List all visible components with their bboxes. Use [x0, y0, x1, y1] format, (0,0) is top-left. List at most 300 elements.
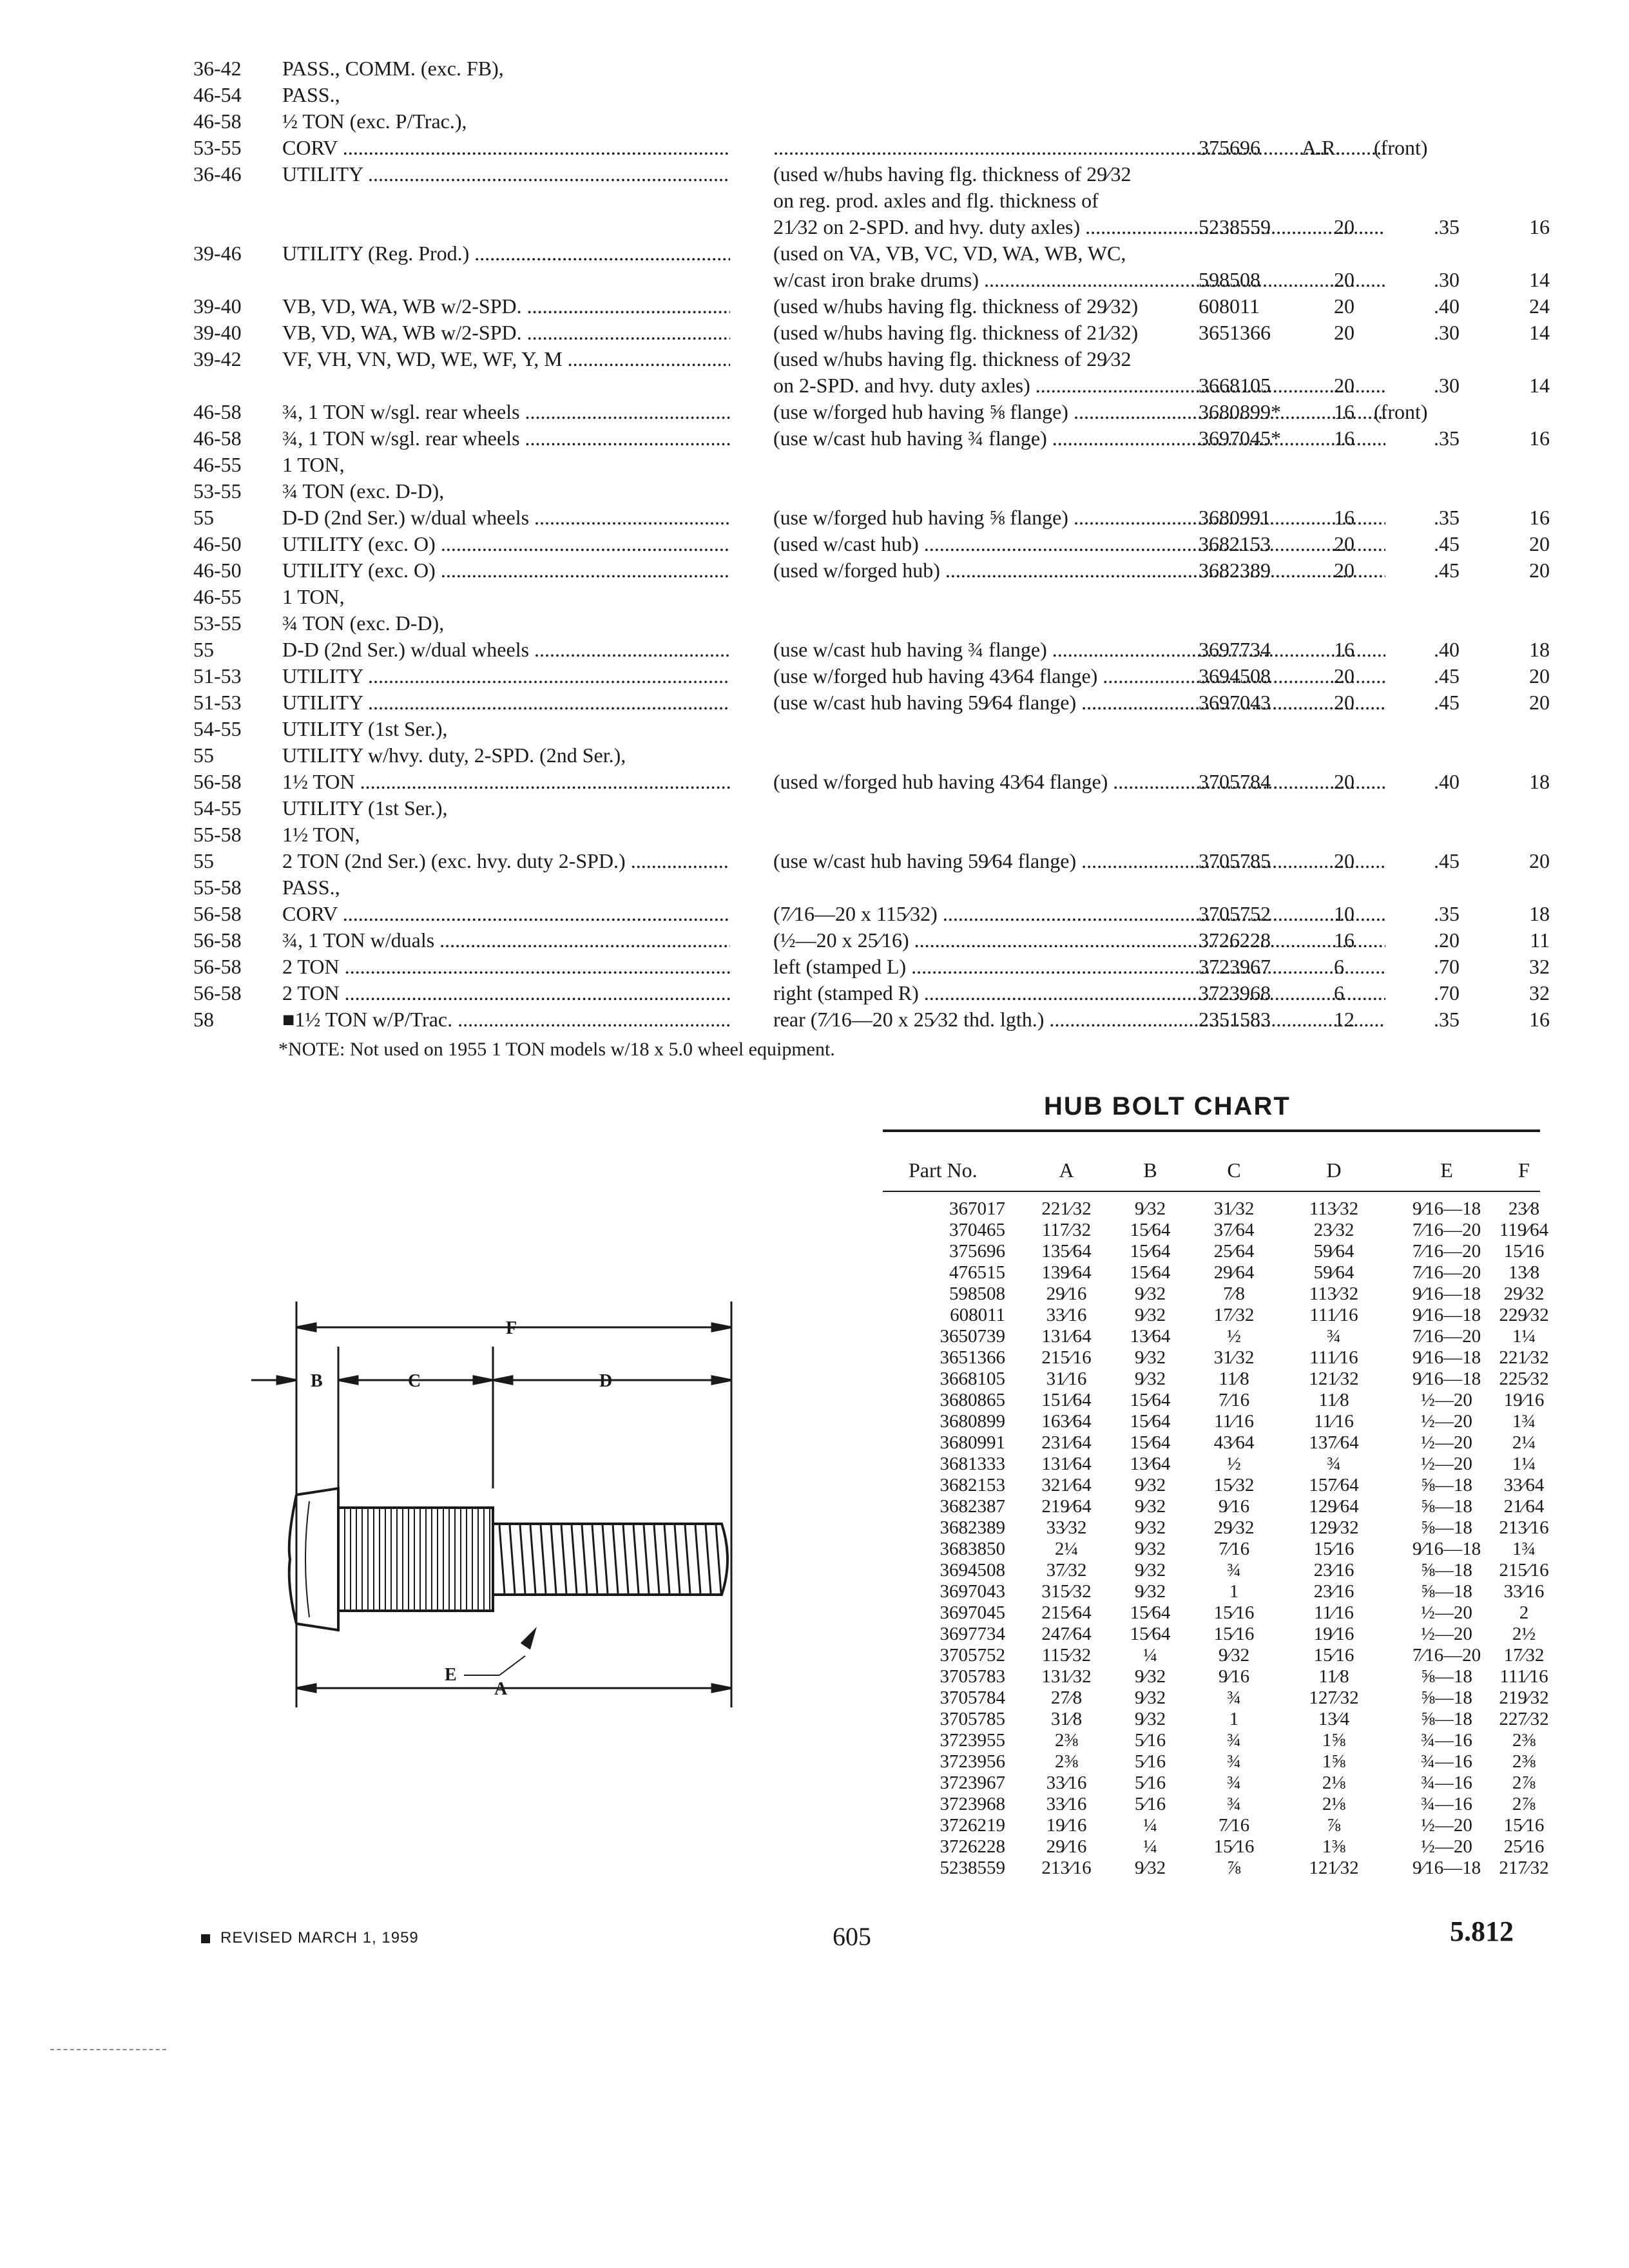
dim-label-e: E [445, 1665, 457, 1685]
cell-b: 13⁄64 [1130, 1454, 1171, 1474]
cell-c: 11⁄16 [1214, 1411, 1254, 1432]
table-row [883, 1624, 1540, 1645]
row-price: .70 [1434, 955, 1460, 978]
row-price: .40 [1434, 770, 1460, 793]
cell-a: 221⁄32 [1041, 1198, 1092, 1219]
cell-d: 11⁄8 [1318, 1666, 1349, 1687]
row-part-number: 3680899* [1199, 400, 1281, 423]
row-package: 20 [1529, 691, 1550, 714]
table-row [883, 1602, 1540, 1624]
cell-a: 321⁄64 [1041, 1475, 1092, 1495]
table-row [883, 1858, 1549, 1879]
table-row [883, 1539, 1540, 1560]
cell-c: 9⁄32 [1218, 1645, 1250, 1666]
dim-label-c: C [408, 1371, 421, 1391]
cell-b: 9⁄32 [1134, 1369, 1166, 1389]
cell-a: 131⁄64 [1041, 1454, 1092, 1474]
parts-row [193, 822, 1566, 848]
cell-d: 15⁄16 [1313, 1539, 1354, 1559]
row-note: (use w/forged hub having 43⁄64 flange) ..... [773, 663, 1385, 689]
cell-f: 111⁄16 [1499, 1666, 1548, 1687]
row-model: ■1½ TON w/P/Trac. ..... [282, 1006, 730, 1033]
table-row [883, 1369, 1549, 1390]
cell-a: 135⁄64 [1041, 1241, 1092, 1262]
dim-label-b: B [311, 1371, 323, 1391]
row-quantity: 20 [1334, 664, 1354, 687]
header-b: B [1143, 1158, 1157, 1182]
row-note: (7⁄16—20 x 115⁄32) ..... [773, 901, 1385, 927]
cell-part-no: 3650739 [940, 1326, 1005, 1347]
cell-c: ¾ [1227, 1751, 1241, 1772]
cell-d: 23⁄32 [1313, 1220, 1354, 1240]
row-quantity: 16 [1334, 506, 1354, 529]
row-part-number: 3697734 [1199, 638, 1271, 661]
row-model: 1 TON, [282, 585, 345, 608]
parts-row [193, 399, 1566, 425]
row-price: .35 [1434, 506, 1460, 529]
cell-e: ¾—16 [1421, 1730, 1472, 1751]
table-row [883, 1645, 1545, 1666]
hub-bolt-diagram [251, 1295, 767, 1746]
row-price: .35 [1434, 902, 1460, 925]
row-model: 1 TON, [282, 453, 345, 476]
cell-b: 15⁄64 [1130, 1262, 1171, 1283]
cell-part-no: 3705784 [940, 1687, 1005, 1708]
hub-bolt-chart-header [883, 1158, 1540, 1187]
row-model: ¾ TON (exc. D-D), [282, 479, 445, 503]
cell-c: 7⁄8 [1223, 1283, 1245, 1304]
row-package: 24 [1529, 294, 1550, 318]
row-price: .35 [1434, 1008, 1460, 1031]
row-package: 16 [1529, 427, 1550, 450]
cell-c: 15⁄16 [1213, 1602, 1255, 1623]
cell-b: 9⁄32 [1134, 1539, 1166, 1559]
cell-part-no: 3723955 [940, 1730, 1005, 1751]
row-model: UTILITY (1st Ser.), [282, 717, 448, 740]
cell-part-no: 367017 [949, 1198, 1005, 1219]
cell-c: 17⁄32 [1213, 1305, 1255, 1325]
row-model: VB, VD, WA, WB w/2-SPD. ..... [282, 320, 730, 346]
cell-d: 121⁄32 [1309, 1369, 1359, 1389]
cell-e: ½—20 [1421, 1815, 1472, 1836]
cell-d: 1⅝ [1322, 1751, 1346, 1772]
cell-part-no: 3651366 [940, 1347, 1005, 1368]
cell-e: ½—20 [1421, 1390, 1472, 1410]
parts-row [193, 240, 1566, 267]
cell-b: 9⁄32 [1134, 1305, 1166, 1325]
table-row [883, 1390, 1545, 1411]
row-part-number: 2351583 [1199, 1008, 1271, 1031]
row-package: 18 [1529, 638, 1550, 661]
row-quantity: 16 [1334, 400, 1354, 423]
table-row [883, 1198, 1540, 1220]
cell-e: 7⁄16—20 [1412, 1262, 1481, 1283]
cell-c: ½ [1227, 1326, 1241, 1347]
row-years: 46-54 [193, 83, 242, 106]
cell-e: 7⁄16—20 [1412, 1326, 1481, 1347]
cell-d: 23⁄16 [1313, 1560, 1354, 1581]
cell-part-no: 3705785 [940, 1709, 1005, 1729]
cell-e: 9⁄16—18 [1412, 1198, 1481, 1219]
cell-e: ⅝—18 [1421, 1581, 1472, 1602]
cell-c: 15⁄16 [1213, 1624, 1255, 1644]
row-model: UTILITY (Reg. Prod.) ..... [282, 240, 730, 267]
header-c: C [1227, 1158, 1241, 1182]
parts-row [193, 848, 1566, 874]
cell-f: 15⁄16 [1503, 1241, 1545, 1262]
row-model: CORV ..... [282, 901, 730, 927]
cell-c: 1 [1229, 1581, 1239, 1602]
cell-f: 2⅜ [1512, 1751, 1536, 1772]
row-price: .45 [1434, 559, 1460, 582]
parts-row [193, 980, 1566, 1006]
row-package: 11 [1530, 928, 1550, 952]
cell-f: 1¾ [1512, 1539, 1536, 1559]
cell-f: 229⁄32 [1499, 1305, 1549, 1325]
cell-e: ⅝—18 [1421, 1687, 1472, 1708]
row-part-number: 3726228 [1199, 928, 1271, 952]
cell-a: 219⁄64 [1041, 1496, 1092, 1517]
cell-b: 5⁄16 [1134, 1751, 1166, 1772]
cell-a: 115⁄32 [1041, 1645, 1092, 1666]
row-package: 20 [1529, 559, 1550, 582]
row-note: (used w/hubs having flg. thickness of 21⁄32) [773, 321, 1139, 344]
parts-row [193, 557, 1566, 584]
cell-f: 2⅞ [1512, 1794, 1536, 1814]
parts-row [193, 795, 1566, 822]
cell-d: ⅞ [1327, 1815, 1341, 1836]
cell-a: 37⁄32 [1046, 1560, 1087, 1581]
revised-note [201, 1929, 419, 1947]
cell-c: ¾ [1227, 1794, 1241, 1814]
row-part-number: 3723967 [1199, 955, 1271, 978]
row-package: 16 [1529, 1008, 1550, 1031]
cell-f: 23⁄8 [1508, 1198, 1540, 1219]
row-note: (use w/cast hub having 59⁄64 flange) ..... [773, 848, 1385, 874]
row-quantity: 20 [1334, 321, 1354, 344]
cell-c: 9⁄16 [1218, 1496, 1250, 1517]
row-note: (½—20 x 25⁄16) ..... [773, 927, 1385, 954]
table-row [883, 1496, 1545, 1517]
row-note: (use w/forged hub having ⅝ flange) ..... [773, 505, 1385, 531]
row-years: 53-55 [193, 136, 242, 159]
table-row [883, 1773, 1540, 1794]
cell-f: 221⁄32 [1499, 1347, 1549, 1368]
cell-c: 43⁄64 [1213, 1432, 1255, 1453]
row-quantity: 16 [1334, 427, 1354, 450]
row-model: ¾, 1 TON w/sgl. rear wheels ..... [282, 425, 730, 452]
row-price: .45 [1434, 849, 1460, 872]
cell-f: 17⁄32 [1503, 1645, 1545, 1666]
cell-e: 7⁄16—20 [1412, 1645, 1481, 1666]
cell-a: 231⁄64 [1041, 1432, 1092, 1453]
cell-part-no: 3723968 [940, 1794, 1005, 1814]
cell-e: ½—20 [1421, 1454, 1472, 1474]
row-price: .35 [1434, 215, 1460, 238]
parts-row [193, 187, 1566, 214]
cell-e: ⅝—18 [1421, 1517, 1472, 1538]
row-years: 46-58 [193, 400, 242, 423]
cell-part-no: 3683850 [940, 1539, 1005, 1559]
cell-e: ½—20 [1421, 1602, 1472, 1623]
row-package: 20 [1529, 532, 1550, 555]
cell-b: 13⁄64 [1130, 1326, 1171, 1347]
row-quantity: 12 [1334, 1008, 1354, 1031]
cell-c: 25⁄64 [1213, 1241, 1255, 1262]
row-note: (used w/forged hub) ..... [773, 557, 1385, 584]
table-row [883, 1709, 1549, 1730]
cell-part-no: 3726219 [940, 1815, 1005, 1836]
row-model: 2 TON ..... [282, 954, 730, 980]
cell-d: 137⁄64 [1309, 1432, 1359, 1453]
dim-label-d: D [599, 1371, 613, 1391]
row-price: .70 [1434, 981, 1460, 1004]
cell-b: 15⁄64 [1130, 1241, 1171, 1262]
cell-e: ⅝—18 [1421, 1496, 1472, 1517]
row-note: (use w/cast hub having ¾ flange) ..... [773, 425, 1385, 452]
parts-row [193, 452, 1566, 478]
cell-part-no: 3680991 [940, 1432, 1005, 1453]
parts-row [193, 346, 1566, 372]
parts-row [193, 742, 1566, 769]
row-note: on 2-SPD. and hvy. duty axles) ..... [773, 372, 1385, 399]
row-price: .30 [1434, 321, 1460, 344]
cell-d: 15⁄16 [1313, 1645, 1354, 1666]
row-package: 32 [1529, 981, 1550, 1004]
cell-f: 2¼ [1512, 1432, 1536, 1453]
cell-a: 163⁄64 [1041, 1411, 1092, 1432]
row-part-number: 3705752 [1199, 902, 1271, 925]
cell-d: ¾ [1327, 1326, 1341, 1347]
revision-marker-icon [201, 1934, 210, 1943]
row-model: UTILITY (1st Ser.), [282, 796, 448, 820]
cell-c: 29⁄32 [1213, 1517, 1255, 1538]
row-model: ¾ TON (exc. D-D), [282, 611, 445, 635]
cell-e: ¾—16 [1421, 1773, 1472, 1793]
cell-d: 127⁄32 [1309, 1687, 1359, 1708]
parts-row [193, 478, 1566, 505]
row-years: 55 [193, 744, 214, 767]
row-price: .45 [1434, 532, 1460, 555]
row-quantity: 16 [1334, 928, 1354, 952]
cell-d: 13⁄4 [1318, 1709, 1350, 1729]
cell-c: 7⁄16 [1218, 1539, 1250, 1559]
cell-f: 225⁄32 [1499, 1369, 1549, 1389]
row-price: .35 [1434, 427, 1460, 450]
dim-label-f: F [506, 1318, 517, 1338]
row-model: UTILITY ..... [282, 663, 730, 689]
table-row [883, 1581, 1545, 1602]
row-model: 1½ TON, [282, 823, 360, 846]
row-price: .30 [1434, 374, 1460, 397]
parts-row [193, 267, 1566, 293]
row-years: 39-40 [193, 321, 242, 344]
table-row [883, 1432, 1540, 1454]
table-row [883, 1475, 1545, 1496]
row-quantity: 20 [1334, 532, 1354, 555]
cell-e: 9⁄16—18 [1412, 1347, 1481, 1368]
cell-a: 315⁄32 [1041, 1581, 1092, 1602]
row-package: 32 [1529, 955, 1550, 978]
row-price: .45 [1434, 664, 1460, 687]
cell-f: 2 [1519, 1602, 1529, 1623]
cell-e: ½—20 [1421, 1624, 1472, 1644]
row-price: .30 [1434, 268, 1460, 291]
row-years: 56-58 [193, 902, 242, 925]
row-years: 54-55 [193, 717, 242, 740]
cell-c: ¾ [1227, 1687, 1241, 1708]
cell-b: ¼ [1143, 1815, 1157, 1836]
cell-a: 29⁄16 [1046, 1836, 1087, 1857]
cell-f: 2⅜ [1512, 1730, 1536, 1751]
row-note: w/cast iron brake drums) ..... [773, 267, 1385, 293]
parts-row [193, 214, 1566, 240]
cell-part-no: 3705783 [940, 1666, 1005, 1687]
cell-f: 29⁄32 [1503, 1283, 1545, 1304]
cell-f: 1¼ [1512, 1454, 1536, 1474]
cell-part-no: 3668105 [940, 1369, 1005, 1389]
cell-part-no: 3682389 [940, 1517, 1005, 1538]
cell-c: 11⁄8 [1219, 1369, 1249, 1389]
parts-row [193, 55, 1566, 82]
header-a: A [1059, 1158, 1074, 1182]
cell-part-no: 5238559 [940, 1858, 1005, 1878]
cell-c: 1 [1229, 1709, 1239, 1729]
row-price: .40 [1434, 638, 1460, 661]
cell-d: 2⅛ [1322, 1794, 1346, 1814]
cell-e: ½—20 [1421, 1432, 1472, 1453]
row-quantity: 10 [1334, 902, 1354, 925]
cell-part-no: 476515 [949, 1262, 1005, 1283]
cell-a: 29⁄16 [1046, 1283, 1087, 1304]
cell-d: 11⁄16 [1314, 1602, 1354, 1623]
row-note: (used w/hubs having flg. thickness of 29⁄32 [773, 162, 1132, 186]
row-price: .20 [1434, 928, 1460, 952]
row-quantity: 20 [1334, 849, 1354, 872]
table-row [883, 1454, 1540, 1475]
cell-part-no: 3697045 [940, 1602, 1005, 1623]
row-note: rear (7⁄16—20 x 25⁄32 thd. lgth.) ..... [773, 1006, 1385, 1033]
cell-c: 15⁄16 [1213, 1836, 1255, 1857]
cell-a: 2⅜ [1054, 1751, 1079, 1772]
cell-a: 2⅜ [1054, 1730, 1079, 1751]
cell-e: ½—20 [1421, 1411, 1472, 1432]
row-quantity: 20 [1334, 374, 1354, 397]
row-part-number: 3682389 [1199, 559, 1271, 582]
row-note: (used w/hubs having flg. thickness of 29⁄32) [773, 294, 1139, 318]
row-part-number: 3723968 [1199, 981, 1271, 1004]
cell-part-no: 370465 [949, 1220, 1005, 1240]
row-note: left (stamped L) ..... [773, 954, 1385, 980]
row-years: 46-50 [193, 559, 242, 582]
cell-e: ½—20 [1421, 1836, 1472, 1857]
cell-b: 15⁄64 [1130, 1432, 1171, 1453]
parts-row [193, 293, 1566, 320]
row-part-number: 375696 [1199, 136, 1260, 159]
row-quantity: 20 [1334, 215, 1354, 238]
row-price: (front) [1374, 136, 1428, 159]
section-number: 5.812 [1450, 1916, 1514, 1947]
parts-list [193, 55, 1566, 1033]
table-row [883, 1560, 1549, 1581]
cell-a: 2¼ [1054, 1539, 1079, 1559]
cell-part-no: 375696 [949, 1241, 1005, 1262]
row-part-number: 598508 [1199, 268, 1260, 291]
table-row [883, 1220, 1549, 1241]
cell-d: ¾ [1327, 1454, 1341, 1474]
row-part-number: 3697043 [1199, 691, 1271, 714]
cell-b: 5⁄16 [1134, 1773, 1166, 1793]
cell-f: 15⁄16 [1503, 1815, 1545, 1836]
cell-d: 111⁄16 [1309, 1305, 1358, 1325]
cell-d: 1⅜ [1322, 1836, 1346, 1857]
row-quantity: 6 [1334, 955, 1344, 978]
cell-d: 113⁄32 [1309, 1283, 1359, 1304]
cell-d: 129⁄64 [1309, 1496, 1359, 1517]
row-model: VF, VH, VN, WD, WE, WF, Y, M ..... [282, 346, 730, 372]
row-quantity: 20 [1334, 268, 1354, 291]
cell-b: 9⁄32 [1134, 1581, 1166, 1602]
cell-f: 219⁄32 [1499, 1687, 1549, 1708]
cell-b: 9⁄32 [1134, 1687, 1166, 1708]
row-package: 14 [1529, 321, 1550, 344]
cell-part-no: 3705752 [940, 1645, 1005, 1666]
row-years: 36-42 [193, 57, 242, 80]
row-quantity: 20 [1334, 294, 1354, 318]
cell-c: 9⁄16 [1218, 1666, 1250, 1687]
row-years: 54-55 [193, 796, 242, 820]
table-row [883, 1326, 1540, 1347]
row-part-number: 3668105 [1199, 374, 1271, 397]
cell-f: 2⅞ [1512, 1773, 1536, 1793]
row-years: 39-40 [193, 294, 242, 318]
cell-b: 15⁄64 [1130, 1411, 1171, 1432]
row-note: (use w/forged hub having ⅝ flange) ..... [773, 399, 1385, 425]
row-model: VB, VD, WA, WB w/2-SPD. ..... [282, 293, 730, 320]
cell-f: 213⁄16 [1499, 1517, 1549, 1538]
parts-row [193, 505, 1566, 531]
hub-bolt-chart-rows [883, 1198, 1549, 1879]
header-e: E [1440, 1158, 1453, 1182]
row-price: .40 [1434, 294, 1460, 318]
cell-b: 15⁄64 [1130, 1390, 1171, 1410]
chart-top-rule [883, 1129, 1540, 1132]
cell-a: 33⁄16 [1046, 1773, 1087, 1793]
row-part-number: 3682153 [1199, 532, 1271, 555]
row-years: 56-58 [193, 770, 242, 793]
cell-e: 9⁄16—18 [1412, 1858, 1481, 1878]
row-part-number: 3694508 [1199, 664, 1271, 687]
cell-b: ¼ [1143, 1645, 1157, 1666]
row-years: 58 [193, 1008, 214, 1031]
row-note: (use w/cast hub having 59⁄64 flange) ..... [773, 689, 1385, 716]
parts-row [193, 161, 1566, 187]
row-years: 55-58 [193, 876, 242, 899]
parts-row [193, 82, 1566, 108]
cell-d: 157⁄64 [1309, 1475, 1359, 1495]
cell-b: 9⁄32 [1134, 1517, 1166, 1538]
cell-part-no: 3680865 [940, 1390, 1005, 1410]
row-years: 39-42 [193, 347, 242, 370]
cell-f: 119⁄64 [1499, 1220, 1549, 1240]
cell-f: 25⁄16 [1503, 1836, 1545, 1857]
cell-a: 19⁄16 [1046, 1815, 1087, 1836]
row-note: on reg. prod. axles and flg. thickness of [773, 189, 1099, 212]
row-model: UTILITY (exc. O) ..... [282, 531, 730, 557]
cell-part-no: 608011 [950, 1305, 1005, 1325]
row-years: 53-55 [193, 479, 242, 503]
parts-row [193, 1006, 1566, 1033]
